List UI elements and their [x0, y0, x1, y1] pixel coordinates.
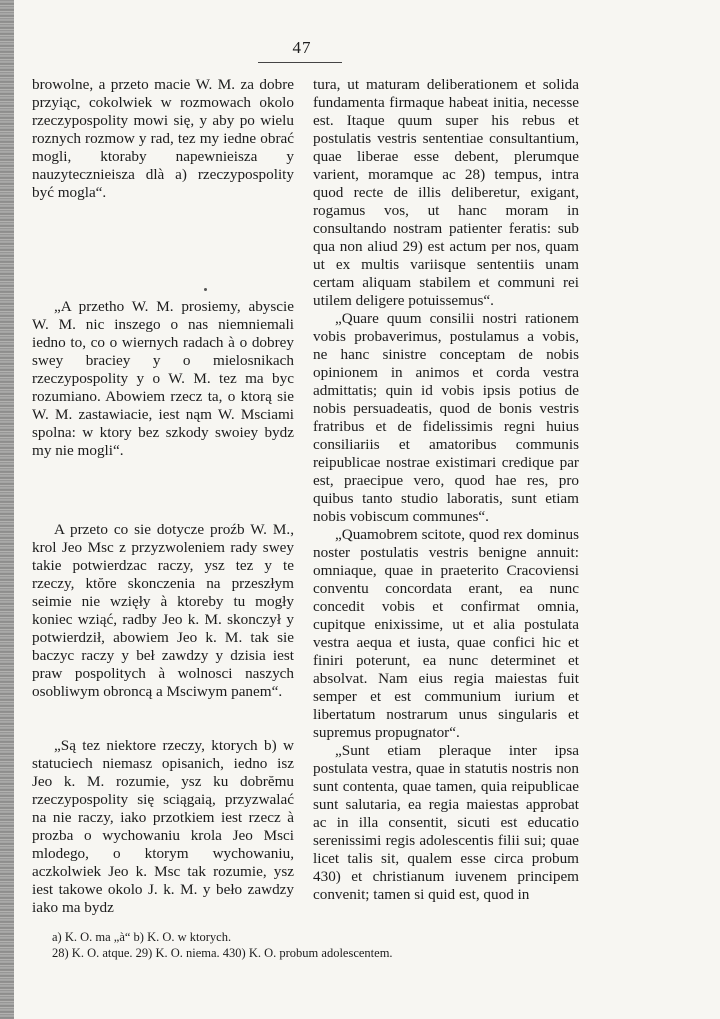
right-paragraph-3: „Quamobrem scitote, quod rex dominus noster postulatis vestris benigne annuit: omniaque, quae in praeterito Cracoviensi conventu concordata erant, ea nunc concedit vobis et confirmat omnia, cupitque enixissime, ut et alia postulata vestra aequa et iusta, quae confici hic et finiri poterunt, ea nunc determinet et absolvat. Nam eius regia maiestas fuit semper et est communium iurium et libertatum nostrarum unus singularis et supremus propugnator“.	[313, 526, 579, 741]
footnote-line-1: a) K. O. ma „à“ b) K. O. w ktorych.	[52, 930, 232, 944]
left-paragraph-4: „Są tez niektore rzeczy, ktorych b) w statuciech niemasz opisanich, iedno isz Jeo k. M. rozumie, ysz ku dobrĕmu rzeczypospolity się sciągaią, przyzwalać na nie raczy, iako przotkiem iest rzecz à prozba o wychowaniu krola Jeo Msci mlodego, o ktorym wychowaniu, aczkolwiek Jeo k. Msc tak rozumie, ysz iest takowe okolo J. k. M. y beło zawdzy iako ma bydz	[32, 737, 294, 916]
ink-speck	[204, 288, 207, 291]
footnote-line-2: 28) K. O. atque. 29) K. O. niema. 430) K. O. probum adolescentem.	[52, 946, 393, 960]
left-paragraph-1: browolne, a przeto macie W. M. za dobre przyiąc, cokolwiek w rozmowach okolo rzeczypospolity mowi się, y aby po wielu roznych rozmow y rad, tez my iedne obrać mogli, ktoraby napewnieisza y nauzytecznieisza dlà a) rzeczypospolity być mogla“.	[32, 76, 294, 201]
left-paragraph-3: A przeto co sie dotycze proźb W. M., krol Jeo Msc z przyzwoleniem rady swey takie potwierdzac raczy, ysz tez y te rzeczy, ktŏre skonczenia na przeszłym seimie nie wzięły à ktoreby tu mogły koniec wziąć, radby Jeo k. M. skonczył y potwierdził, abowiem Jeo k. M. tak sie baczyc raczy y beł zawdzy y dzisia iest praw pospolitych à wolnosci naszych osobliwym obroncą a Msciwym panem“.	[32, 521, 294, 700]
right-column	[313, 76, 579, 904]
left-paragraph-2: „A przetho W. M. prosiemy, abyscie W. M. nic inszego o nas niemniemali iedno to, co o wiernych radach à o dobrey swey braciey y o mielosnikach rzeczypospolity y o W. M. tez ma byc rozumiano. Abowiem rzecz ta, o ktorą sie W. M. zastawiacie, iest nąm W. Msciami spolna: w ktory bez szkody swoiey bydz my nie mogli“.	[32, 298, 294, 459]
right-paragraph-1: tura, ut maturam deliberationem et solida fundamenta firmaque habeat initia, necesse est. Itaque quum super his rebus et postulatis vestris sententiae consultantium, quae liberae esse debent, plerumque varient, moramque ac 28) tempus, intra quod recte de illis deliberetur, exigant, rogamus vos, ut hanc moram in consultando nostram patienter feratis: sub qua non aliud 29) est actum per nos, quam ut ex multis variisque sententiis unam certam aliquam stabilem et communi rei utilem deligere potuissemus“.	[313, 76, 579, 309]
page-number-rule	[258, 62, 342, 63]
right-paragraph-2: „Quare quum consilii nostri rationem vobis probaverimus, postulamus a vobis, ne hanc sinistre conceptam de nobis opinionem in animos et corda vestra admittatis; quin id vobis ipsis potius de nobis persuadeatis, quod de bonis vestris fratribus et de fidelissimis regni huius consiliariis et amatoribus communis reipublicae nostrae existimari credique par est, praecipue vero, quod hae res, pro quibus tanto studio laboratis, sunt etiam nobis vobiscum communes“.	[313, 310, 579, 525]
right-paragraph-4: „Sunt etiam pleraque inter ipsa postulata vestra, quae in statutis nostris non sunt contenta, quae tamen, quia reipublicae sunt salutaria, ea regia maiestas approbat ac in illa consentit, sicuti est educatio serenissimi regis adolescentis filii sui; quae licet talis sit, qualem esse circa probum 430) et christianum iuvenem principem convenit; tamen si quid est, quod in	[313, 742, 579, 903]
scanned-page-edge	[0, 0, 14, 1019]
page-number: 47	[292, 38, 312, 57]
footnotes	[52, 929, 612, 961]
